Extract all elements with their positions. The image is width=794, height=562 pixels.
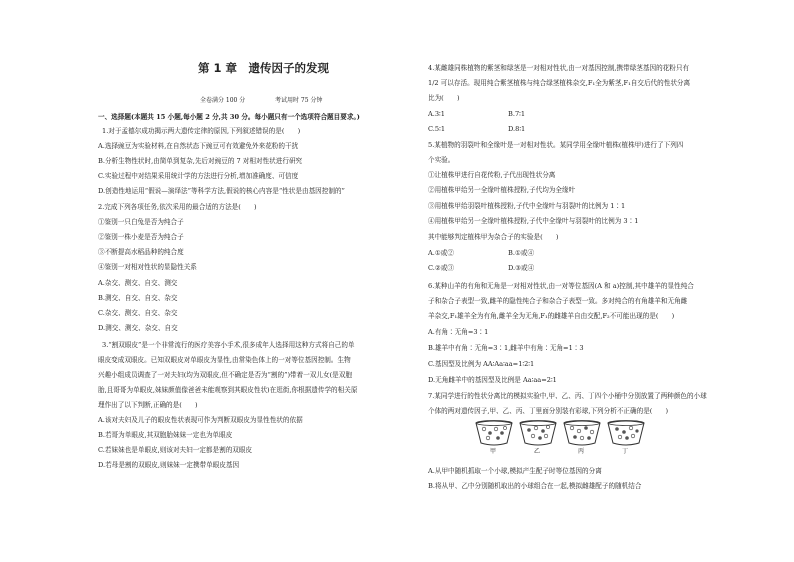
q4-option-d: D.8∶1 <box>508 125 526 133</box>
q1-option-c: C.实验过程中对结果采用统计学的方法进行分析,增加准确度、可信度 <box>98 172 299 180</box>
q6-line-3: 羊杂交,F₁雄羊全为有角,雌羊全为无角,F₁的雌雄羊自由交配,F₂不可能出现的是( ) <box>428 312 675 320</box>
q2-stem: 2.完成下列各项任务,依次采用的最合适的方法是( ) <box>98 203 257 211</box>
q5-item-4: ④用植株甲给另一全缘叶植株授粉,子代中全缘叶与羽裂叶的比例为 3∶1 <box>428 217 639 225</box>
q5-item-3: ③用植株甲给羽裂叶植株授粉,子代中全缘叶与羽裂叶的比例为 1∶1 <box>428 202 626 210</box>
q1-option-d: D.创造性地运用“假说—演绎法”等科学方法,假说的核心内容是“性状是由基因控制的” <box>98 187 345 195</box>
q3-line-3: 兴趣小组成员调查了一对夫妇(均为双眼皮,但不确定是否为“割的”)带着一双儿女(是双胞 <box>98 371 352 379</box>
q5-ask: 其中能够判定植株甲为杂合子的实验是( ) <box>428 233 559 241</box>
exam-time: 考试用时 75 分钟 <box>275 97 323 104</box>
jar-ding <box>606 419 646 455</box>
jar-yi <box>518 419 558 455</box>
jar-bing-label: 丙 <box>578 448 585 455</box>
q4-line-3: 比为( ) <box>428 94 460 102</box>
q4-line-2: 1/2 可以存活。现用纯合紫茎植株与纯合绿茎植株杂交,F₁全为紫茎,F₁自交后代的性状分离 <box>428 79 691 87</box>
q3-option-c: C.若妹妹也是单眼皮,则该对夫妇一定都是割的双眼皮 <box>98 446 253 454</box>
q3-line-5: 理作出了以下判断,正确的是( ) <box>98 401 198 409</box>
q2-task-2: ②鉴别一株小麦是否为纯合子 <box>98 233 184 241</box>
q5-item-1: ①让植株甲进行自花传粉,子代出现性状分离 <box>428 171 556 179</box>
q3-option-d: D.若母是割的双眼皮,则妹妹一定携带单眼皮基因 <box>98 461 240 469</box>
q2-task-4: ④鉴别一对相对性状的显隐性关系 <box>98 263 197 271</box>
q2-task-3: ③不断提高水稻品种的纯合度 <box>98 248 184 256</box>
q7-option-a: A.从甲中随机抓取一个小球,模拟产生配子时等位基因的分离 <box>428 467 602 475</box>
page-title: 第 1 章 遗传因子的发现 <box>198 61 330 75</box>
q7-line-1: 7.某同学进行的性状分离比的模拟实验中,甲、乙、丙、丁四个小桶中分别放置了两种颜色的小球 <box>428 392 707 400</box>
q5-item-2: ②用植株甲给另一全缘叶植株授粉,子代均为全缘叶 <box>428 186 576 194</box>
q1-option-b: B.分析生物性状时,由简单到复杂,先后对豌豆的 7 对相对性状进行研究 <box>98 157 303 165</box>
q5-option-d: D.③或④ <box>508 264 535 272</box>
jar-ding-label: 丁 <box>622 448 629 455</box>
jar-jia-icon <box>474 419 514 447</box>
q4-option-b: B.7∶1 <box>508 110 526 118</box>
q5-line-1: 5.某植物的羽裂叶和全缘叶是一对相对性状。某同学用全缘叶植株(植株甲)进行了下列四 <box>428 141 684 149</box>
q1-option-a: A.选择豌豆为实验材料,在自然状态下豌豆可有效避免外来花粉的干扰 <box>98 142 299 150</box>
section-heading: 一、选择题(本题共 15 小题,每小题 2 分,共 30 分。每小题只有一个选项符合题目要求。) <box>98 113 360 121</box>
jar-bing <box>562 419 602 455</box>
q6-option-d: D.无角雌羊中的基因型及比例是 Aa∶aa=2∶1 <box>428 376 557 384</box>
q6-option-a: A.有角∶无角=3∶1 <box>428 328 489 336</box>
q4-line-1: 4.某雌雄同株植物的紫茎和绿茎是一对相对性状,由一对基因控制,携带绿茎基因的花粉只有 <box>428 64 690 72</box>
q4-option-c: C.5∶1 <box>428 125 446 133</box>
q6-option-b: B.雄羊中有角∶无角=3∶1,雌羊中有角∶无角=1∶3 <box>428 344 584 352</box>
q5-option-a: A.①或② <box>428 249 454 257</box>
q5-option-c: C.②或③ <box>428 264 455 272</box>
q6-option-c: C.基因型及比例为 AA∶Aa∶aa=1∶2∶1 <box>428 360 535 368</box>
q2-option-b: B.测交、自交、自交、杂交 <box>98 294 178 302</box>
q2-option-d: D.测交、测交、杂交、自交 <box>98 324 178 332</box>
q2-option-c: C.杂交、测交、自交、杂交 <box>98 309 178 317</box>
q3-option-a: A.该对夫妇及儿子的眼皮性状表现可作为判断双眼皮为显性性状的依据 <box>98 416 303 424</box>
q7-line-2: 个体的两对遗传因子,甲、乙、丙、丁里面分别装有彩球,下列分析不正确的是( ) <box>428 407 669 415</box>
q3-line-1: 3.“割双眼皮”是一个非常流行的医疗美容小手术,很多成年人选择用这种方式将自己的单 <box>102 341 355 349</box>
q4-option-a: A.3∶1 <box>428 110 445 118</box>
q2-option-a: A.杂交、测交、自交、测交 <box>98 279 178 287</box>
jar-yi-label: 乙 <box>534 448 541 455</box>
q2-task-1: ①鉴别一只白兔是否为纯合子 <box>98 218 184 226</box>
jar-jia <box>474 419 514 455</box>
q5-option-b: B.①或④ <box>508 249 535 257</box>
q3-line-4: 胎,且哥哥为单眼皮,妹妹颜值像爸爸未能观察到其眼皮性状)在逛街,你根据遗传学的相关原 <box>98 386 358 394</box>
exam-score: 全卷满分 100 分 <box>200 97 246 104</box>
q7-option-b: B.将从甲、乙中分别随机取出的小球组合在一起,模拟雌雄配子的随机结合 <box>428 482 642 490</box>
q3-option-b: B.若哥为单眼皮,其双胞胎妹妹一定也为单眼皮 <box>98 431 233 439</box>
q3-line-2: 眼皮变成双眼皮。已知双眼皮对单眼皮为显性,由常染色体上的一对等位基因控制。生物 <box>98 356 351 364</box>
jar-ding-icon <box>606 419 646 447</box>
q1-stem: 1.对于孟德尔成功揭示两大遗传定律的原因,下列叙述错误的是( ) <box>102 127 301 135</box>
q5-line-2: 个实验。 <box>428 156 455 164</box>
q6-line-1: 6.某种山羊的有角和无角是一对相对性状,由一对等位基因(A 和 a)控制,其中雄羊的显性纯合 <box>428 282 694 290</box>
jar-yi-icon <box>518 419 558 447</box>
jar-bing-icon <box>562 419 602 447</box>
q6-line-2: 子和杂合子表型一致,雌羊的隐性纯合子和杂合子表型一致。多对纯合的有角雄羊和无角雌 <box>428 297 688 305</box>
jar-jia-label: 甲 <box>490 448 497 455</box>
